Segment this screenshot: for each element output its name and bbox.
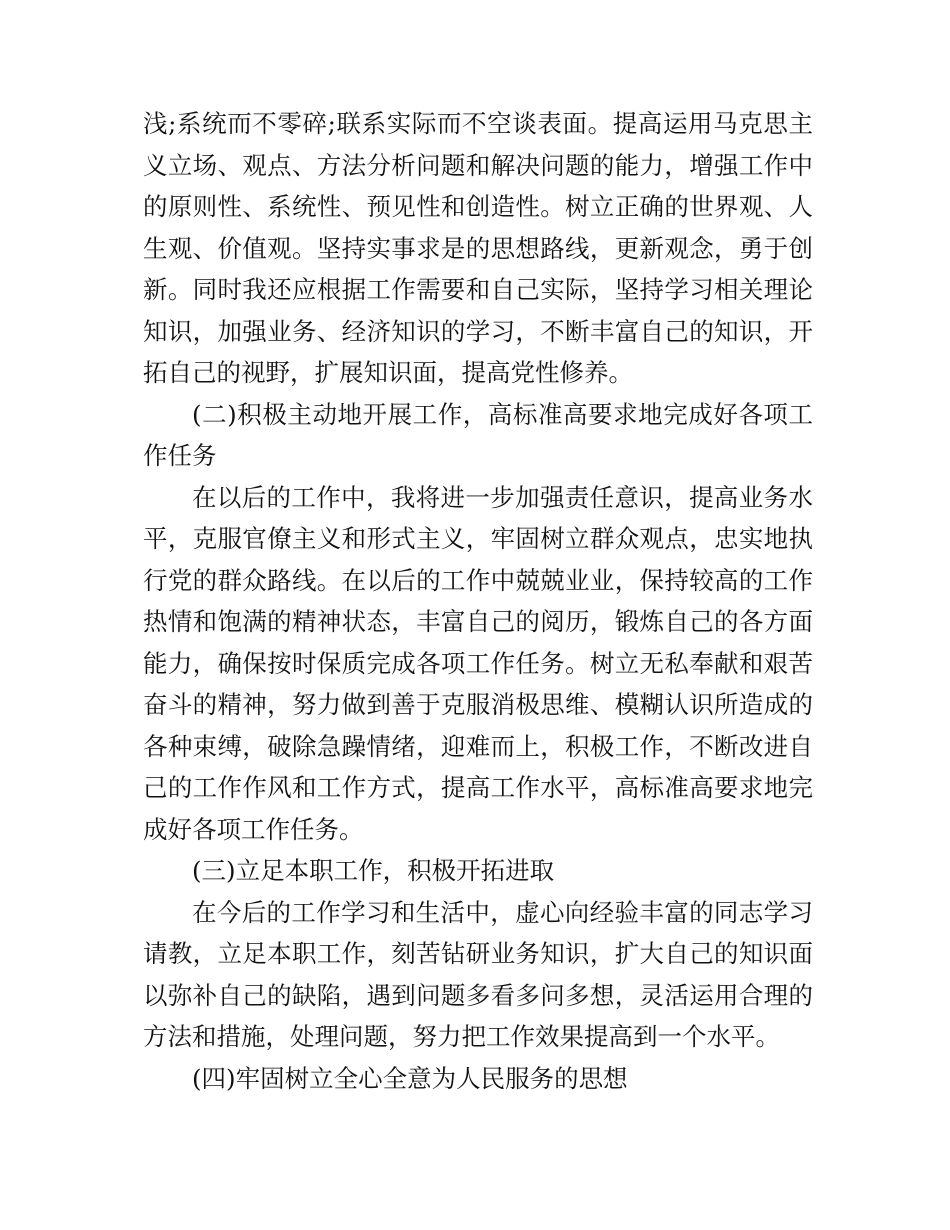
body-paragraph: 在以后的工作中，我将进一步加强责任意识，提高业务水平，克服官僚主义和形式主义，牢固树立群众观点，忠实地执行党的群众路线。在以后的工作中兢兢业业，保持较高的工作热情和饱满的精神状态，丰富自己的阅历，锻炼自己的各方面能力，确保按时保质完成各项工作任务。树立无私奉献和艰苦奋斗的精神，努力做到善于克服消极思维、模糊认识所造成的各种束缚，破除急躁情绪，迎难而上，积极工作，不断改进自己的工作作风和工作方式，提高工作水平，高标准高要求地完成好各项工作任务。 <box>143 482 813 844</box>
section-heading-2: (二)积极主动地开展工作，高标准高要求地完成好各项工作任务 <box>143 399 813 470</box>
document-page <box>143 103 813 1099</box>
section-heading-4: (四)牢固树立全心全意为人民服务的思想 <box>192 1063 628 1093</box>
section-heading-3: (三)立足本职工作，积极开拓进取 <box>192 856 555 885</box>
body-paragraph: 浅;系统而不零碎;联系实际而不空谈表面。提高运用马克思主义立场、观点、方法分析问题和解决问题的能力，增强工作中的原则性、系统性、预见性和创造性。树立正确的世界观、人生观、价值观。坚持实事求是的思想路线，更新观念，勇于创新。同时我还应根据工作需要和自己实际，坚持学习相关理论知识，加强业务、经济知识的学习，不断丰富自己的知识，开拓自己的视野，扩展知识面，提高党性修养。 <box>143 109 813 387</box>
body-paragraph: 在今后的工作学习和生活中，虚心向经验丰富的同志学习请教，立足本职工作，刻苦钻研业务知识，扩大自己的知识面以弥补自己的缺陷，遇到问题多看多问多想，灵活运用合理的方法和措施，处理问题，努力把工作效果提高到一个水平。 <box>143 897 813 1051</box>
